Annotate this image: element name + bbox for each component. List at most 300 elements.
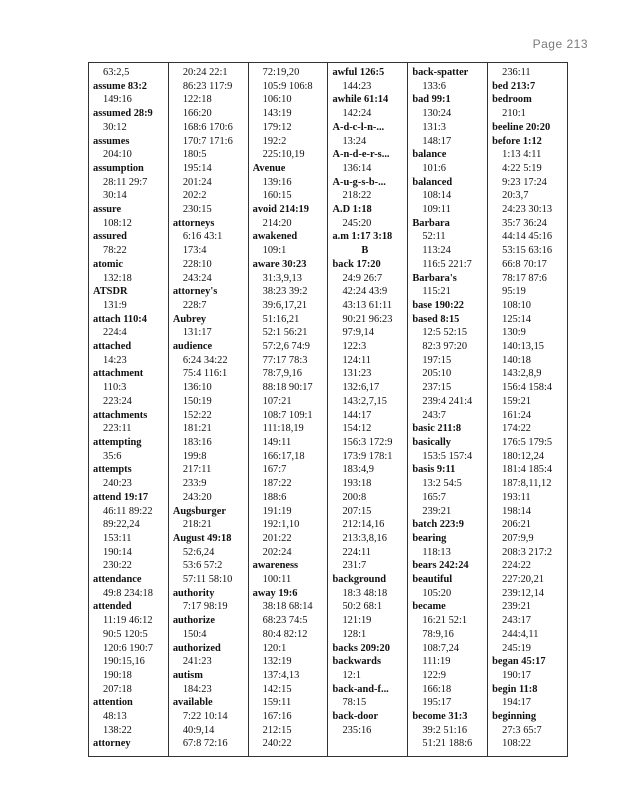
index-entry-pages: 53:6 57:2 bbox=[182, 560, 223, 572]
index-entry-pages: 224:4 bbox=[103, 327, 127, 339]
index-entry-pages: 53:15 63:16 bbox=[502, 245, 553, 257]
index-entry-pages: 181:4 185:4 bbox=[502, 464, 553, 476]
index-entry-pages: 235:16 bbox=[342, 724, 372, 736]
index-entry-term: Barbara's bbox=[412, 272, 457, 284]
index-entry-term: bearing bbox=[412, 532, 447, 544]
index-entry-pages: 136:14 bbox=[342, 162, 372, 174]
index-entry-pages: 131:17 bbox=[182, 327, 212, 339]
index-entry-pages: 230:15 bbox=[182, 204, 212, 216]
index-entry-pages: 89:22,24 bbox=[103, 519, 140, 531]
index-entry-pages: 95:19 bbox=[502, 286, 526, 298]
index-entry-pages: 241:23 bbox=[182, 656, 212, 668]
index-entry-pages: 179:12 bbox=[262, 121, 292, 133]
index-entry-pages: 190:15,16 bbox=[103, 656, 145, 668]
index-entry-pages: 105:9 106:8 bbox=[262, 80, 313, 92]
index-entry-pages: 77:17 78:3 bbox=[262, 354, 308, 366]
index-entry-pages: 14:23 bbox=[103, 354, 127, 366]
index-entry-term: bed 213:7 bbox=[492, 80, 536, 92]
index-entry-pages: 82:3 97:20 bbox=[422, 341, 468, 353]
index-entry-pages: 173:4 bbox=[182, 245, 207, 257]
index-entry-pages: 118:13 bbox=[422, 546, 451, 558]
index-entry-term: awareness bbox=[252, 560, 299, 572]
index-entry-pages: 108:12 bbox=[103, 217, 132, 229]
index-entry-pages: 122:3 bbox=[342, 341, 367, 353]
index-entry-pages: 130:9 bbox=[502, 327, 526, 339]
index-entry-pages: 231:7 bbox=[342, 560, 367, 572]
index-entry-pages: 20:3,7 bbox=[502, 190, 529, 202]
index-entry-term: bad 99:1 bbox=[412, 94, 451, 106]
index-entry-pages: 31:3,9,13 bbox=[262, 272, 302, 284]
index-entry-term: A.D 1:18 bbox=[332, 204, 372, 216]
index-entry-pages: 230:22 bbox=[103, 560, 132, 572]
index-entry-pages: 78:9,16 bbox=[422, 628, 454, 640]
index-entry-pages: 108:7,24 bbox=[422, 642, 459, 654]
index-entry-pages: 66:8 70:17 bbox=[502, 258, 547, 270]
index-entry-pages: 78:22 bbox=[103, 245, 127, 257]
index-entry-pages: 160:15 bbox=[262, 190, 292, 202]
index-entry-term: authorize bbox=[172, 615, 215, 627]
index-entry-pages: 57:11 58:10 bbox=[182, 574, 233, 586]
index-entry-pages: 51:21 188:6 bbox=[422, 738, 473, 750]
index-entry-pages: 86:23 117:9 bbox=[182, 80, 233, 92]
index-entry-term: August 49:18 bbox=[172, 532, 232, 544]
index-entry-pages: 204:10 bbox=[103, 149, 132, 161]
index-entry-pages: 105:20 bbox=[422, 587, 452, 599]
index-entry-pages: 107:21 bbox=[262, 395, 292, 407]
index-entry-pages: 240:23 bbox=[103, 478, 132, 490]
index-entry-pages: 142:24 bbox=[342, 108, 372, 120]
index-entry-pages: 50:2 68:1 bbox=[342, 601, 383, 613]
index-entry-pages: 100:11 bbox=[262, 574, 292, 586]
index-entry-pages: 27:3 65:7 bbox=[502, 724, 542, 736]
index-entry-pages: 137:4,13 bbox=[262, 669, 300, 681]
index-entry-pages: 181:21 bbox=[182, 423, 212, 435]
index-entry-pages: 207:9,9 bbox=[502, 532, 534, 544]
index-entry-pages: 153:5 157:4 bbox=[422, 450, 473, 462]
index-entry-pages: 239:21 bbox=[422, 505, 452, 517]
index-entry-pages: 24:9 26:7 bbox=[342, 272, 383, 284]
index-entry-term: authority bbox=[172, 587, 215, 599]
index-entry-pages: 30:14 bbox=[103, 190, 127, 202]
index-entry-term: attachments bbox=[93, 409, 148, 421]
index-entry-pages: 9:23 17:24 bbox=[502, 176, 547, 188]
index-entry-pages: 183:16 bbox=[182, 436, 212, 448]
index-entry-pages: 214:20 bbox=[262, 217, 292, 229]
index-entry-pages: 193:11 bbox=[502, 491, 531, 503]
section-letter: B bbox=[361, 245, 369, 257]
index-entry-term: based 8:15 bbox=[412, 313, 460, 325]
index-entry-pages: 240:22 bbox=[262, 738, 292, 750]
index-entry-pages: 191:19 bbox=[262, 505, 292, 517]
index-entry-pages: 156:3 172:9 bbox=[342, 436, 393, 448]
index-entry-pages: 1:13 4:11 bbox=[502, 149, 542, 161]
index-entry-pages: 132:18 bbox=[103, 272, 132, 284]
index-entry-pages: 217:11 bbox=[182, 464, 212, 476]
index-entry-pages: 176:5 179:5 bbox=[502, 436, 553, 448]
index-entry-pages: 150:4 bbox=[182, 628, 207, 640]
index-entry-pages: 20:24 22:1 bbox=[182, 67, 228, 78]
index-entry-term: beautiful bbox=[412, 574, 453, 586]
index-entry-pages: 202:24 bbox=[262, 546, 292, 558]
index-entry-pages: 72:19,20 bbox=[262, 67, 300, 78]
index-entry-term: attached bbox=[93, 341, 132, 353]
index-entry-term: A-n-d-e-r-s... bbox=[332, 149, 390, 161]
index-entry-pages: 120:1 bbox=[262, 642, 287, 654]
index-entry-term: Avenue bbox=[252, 162, 286, 174]
index-entry-pages: 187:8,11,12 bbox=[502, 478, 552, 490]
index-entry-pages: 42:24 43:9 bbox=[342, 286, 388, 298]
index-entry-pages: 223:24 bbox=[103, 395, 132, 407]
index-entry-pages: 184:23 bbox=[182, 683, 212, 695]
index-entry-term: ATSDR bbox=[93, 286, 128, 298]
index-entry-pages: 227:20,21 bbox=[502, 574, 544, 586]
index-entry-term: attention bbox=[93, 697, 133, 709]
index-entry-pages: 13:2 54:5 bbox=[422, 478, 462, 490]
index-entry-pages: 6:16 43:1 bbox=[182, 231, 223, 243]
index-entry-pages: 28:11 29:7 bbox=[103, 176, 148, 188]
index-entry-pages: 212:14,16 bbox=[342, 519, 385, 531]
index-column-3 bbox=[248, 63, 328, 756]
index-entry-pages: 138:22 bbox=[103, 724, 132, 736]
index-entry-pages: 174:22 bbox=[502, 423, 532, 435]
index-entry-pages: 152:22 bbox=[182, 409, 212, 421]
index-entry-term: background bbox=[332, 574, 387, 586]
index-entry-term: assumption bbox=[93, 162, 144, 174]
index-entry-pages: 35:6 bbox=[103, 450, 122, 462]
index-entry-term: attach 110:4 bbox=[93, 313, 147, 325]
index-entry-pages: 190:14 bbox=[103, 546, 132, 558]
index-entry-pages: 111:19 bbox=[422, 656, 451, 668]
index-entry-pages: 90:21 96:23 bbox=[342, 313, 393, 325]
index-entry-pages: 111:18,19 bbox=[262, 423, 304, 435]
index-entry-pages: 224:11 bbox=[342, 546, 371, 558]
index-entry-pages: 6:24 34:22 bbox=[182, 354, 228, 366]
index-entry-pages: 156:4 158:4 bbox=[502, 382, 553, 394]
index-entry-term: assured bbox=[93, 231, 127, 243]
index-entry-pages: 143:2,7,15 bbox=[342, 395, 387, 407]
index-entry-pages: 190:17 bbox=[502, 669, 532, 681]
index-entry-pages: 243:17 bbox=[502, 615, 532, 627]
index-entry-pages: 109:11 bbox=[422, 204, 451, 216]
index-entry-term: autism bbox=[172, 669, 203, 681]
index-entry-pages: 239:4 241:4 bbox=[422, 395, 473, 407]
index-column-4 bbox=[327, 63, 407, 756]
index-entry-pages: 78:17 87:6 bbox=[502, 272, 547, 284]
index-entry-pages: 213:3,8,16 bbox=[342, 532, 387, 544]
index-entry-term: balance bbox=[412, 149, 447, 161]
index-entry-pages: 142:15 bbox=[262, 683, 292, 695]
index-entry-term: bedroom bbox=[492, 94, 532, 106]
index-entry-pages: 136:10 bbox=[182, 382, 212, 394]
index-entry-pages: 212:15 bbox=[262, 724, 292, 736]
index-entry-pages: 205:10 bbox=[422, 368, 452, 380]
index-entry-pages: 24:23 30:13 bbox=[502, 204, 553, 216]
index-entry-pages: 192:2 bbox=[262, 135, 287, 147]
index-entry-pages: 124:11 bbox=[342, 354, 371, 366]
index-entry-pages: 43:13 61:11 bbox=[342, 299, 393, 311]
index-entry-term: beginning bbox=[492, 711, 537, 723]
index-entry-pages: 195:17 bbox=[422, 697, 452, 709]
index-entry-pages: 120:6 190:7 bbox=[103, 642, 153, 654]
index-entry-term: back-door bbox=[332, 711, 379, 723]
index-entry-term: begin 11:8 bbox=[492, 683, 538, 695]
index-entry-term: atomic bbox=[93, 258, 124, 270]
index-entry-pages: 154:12 bbox=[342, 423, 372, 435]
index-entry-term: awful 126:5 bbox=[332, 67, 385, 78]
index-entry-pages: 243:7 bbox=[422, 409, 446, 421]
index-entry-pages: 143:19 bbox=[262, 108, 292, 120]
index-entry-pages: 122:9 bbox=[422, 669, 446, 681]
index-entry-pages: 40:9,14 bbox=[182, 724, 215, 736]
index-entry-term: aware 30:23 bbox=[252, 258, 307, 270]
index-entry-pages: 122:18 bbox=[182, 94, 212, 106]
index-entry-pages: 48:13 bbox=[103, 711, 127, 723]
index-entry-term: back 17:20 bbox=[332, 258, 381, 270]
index-entry-pages: 149:16 bbox=[103, 94, 132, 106]
index-entry-pages: 239:21 bbox=[502, 601, 532, 613]
index-entry-pages: 52:6,24 bbox=[182, 546, 215, 558]
index-entry-term: Barbara bbox=[412, 217, 450, 229]
index-entry-pages: 161:24 bbox=[502, 409, 532, 421]
index-entry-pages: 166:20 bbox=[182, 108, 212, 120]
index-entry-pages: 108:14 bbox=[422, 190, 452, 202]
index-entry-pages: 228:10 bbox=[182, 258, 212, 270]
index-entry-pages: 218:21 bbox=[182, 519, 212, 531]
index-entry-pages: 199:8 bbox=[182, 450, 207, 462]
index-entry-pages: 46:11 89:22 bbox=[103, 505, 153, 517]
index-entry-pages: 52:1 56:21 bbox=[262, 327, 308, 339]
index-entry-pages: 139:16 bbox=[262, 176, 292, 188]
index-entry-term: attorneys bbox=[172, 217, 215, 229]
index-entry-term: A-u-g-s-b-... bbox=[332, 176, 386, 188]
index-entry-pages: 39:6,17,21 bbox=[262, 299, 308, 311]
index-entry-pages: 38:23 39:2 bbox=[262, 286, 308, 298]
index-entry-term: balanced bbox=[412, 176, 453, 188]
index-entry-term: began 45:17 bbox=[492, 656, 546, 668]
index-entry-pages: 68:23 74:5 bbox=[262, 615, 308, 627]
index-entry-pages: 75:4 116:1 bbox=[182, 368, 228, 380]
index-entry-pages: 116:5 221:7 bbox=[422, 258, 472, 270]
index-entry-pages: 128:1 bbox=[342, 628, 367, 640]
index-entry-pages: 12:1 bbox=[342, 669, 361, 681]
index-column-5 bbox=[407, 63, 487, 756]
index-entry-pages: 12:5 52:15 bbox=[422, 327, 468, 339]
index-entry-pages: 7:17 98:19 bbox=[182, 601, 228, 613]
index-entry-pages: 236:11 bbox=[502, 67, 531, 78]
index-entry-pages: 52:11 bbox=[422, 231, 446, 243]
index-entry-pages: 63:2,5 bbox=[103, 67, 130, 78]
index-entry-term: A-d-c-l-n-... bbox=[332, 121, 385, 133]
index-entry-pages: 44:14 45:16 bbox=[502, 231, 553, 243]
index-entry-pages: 188:6 bbox=[262, 491, 287, 503]
index-entry-pages: 97:9,14 bbox=[342, 327, 374, 339]
index-entry-pages: 101:6 bbox=[422, 162, 446, 174]
index-entry-pages: 218:22 bbox=[342, 190, 372, 202]
index-entry-pages: 49:8 234:18 bbox=[103, 587, 153, 599]
index-entry-pages: 167:7 bbox=[262, 464, 287, 476]
index-column-1 bbox=[89, 63, 168, 756]
index-entry-pages: 108:7 109:1 bbox=[262, 409, 313, 421]
index-entry-pages: 148:17 bbox=[422, 135, 452, 147]
index-entry-pages: 245:19 bbox=[502, 642, 532, 654]
index-entry-term: basic 211:8 bbox=[412, 423, 462, 435]
index-entry-term: attorney bbox=[93, 738, 131, 750]
index-entry-pages: 88:18 90:17 bbox=[262, 382, 313, 394]
index-entry-pages: 173:9 178:1 bbox=[342, 450, 393, 462]
index-entry-term: Aubrey bbox=[172, 313, 207, 325]
index-entry-pages: 193:18 bbox=[342, 478, 372, 490]
index-entry-term: attempting bbox=[93, 436, 142, 448]
index-entry-pages: 110:3 bbox=[103, 382, 127, 394]
index-entry-pages: 143:2,8,9 bbox=[502, 368, 542, 380]
index-entry-term: awhile 61:14 bbox=[332, 94, 389, 106]
index-entry-pages: 206:21 bbox=[502, 519, 532, 531]
index-entry-pages: 13:24 bbox=[342, 135, 367, 147]
index-entry-pages: 113:24 bbox=[422, 245, 451, 257]
index-entry-pages: 115:21 bbox=[422, 286, 451, 298]
index-entry-pages: 233:9 bbox=[182, 478, 207, 490]
index-entry-pages: 190:18 bbox=[103, 669, 132, 681]
index-entry-pages: 166:18 bbox=[422, 683, 452, 695]
index-column-6 bbox=[487, 63, 567, 756]
index-entry-pages: 38:18 68:14 bbox=[262, 601, 313, 613]
index-entry-pages: 131:3 bbox=[422, 121, 446, 133]
index-entry-pages: 202:2 bbox=[182, 190, 207, 202]
index-entry-pages: 39:2 51:16 bbox=[422, 724, 468, 736]
index-entry-pages: 187:22 bbox=[262, 478, 292, 490]
index-entry-pages: 153:11 bbox=[103, 532, 132, 544]
index-entry-term: become 31:3 bbox=[412, 711, 468, 723]
index-entry-pages: 198:14 bbox=[502, 505, 532, 517]
index-entry-term: back-and-f... bbox=[332, 683, 389, 695]
index-entry-term: became bbox=[412, 601, 446, 613]
index-entry-pages: 57:2,6 74:9 bbox=[262, 341, 310, 353]
index-entry-pages: 239:12,14 bbox=[502, 587, 544, 599]
index-entry-pages: 195:14 bbox=[182, 162, 212, 174]
index-entry-term: attempts bbox=[93, 464, 132, 476]
index-entry-term: Augsburger bbox=[172, 505, 226, 517]
index-entry-pages: 51:16,21 bbox=[262, 313, 300, 325]
index-entry-term: attendance bbox=[93, 574, 142, 586]
index-entry-term: assure bbox=[93, 204, 122, 216]
index-entry-pages: 170:7 171:6 bbox=[182, 135, 233, 147]
index-entry-pages: 30:12 bbox=[103, 121, 127, 133]
index-table bbox=[88, 62, 568, 757]
index-entry-term: base 190:22 bbox=[412, 299, 464, 311]
index-entry-pages: 207:18 bbox=[103, 683, 132, 695]
index-entry-term: backwards bbox=[332, 656, 381, 668]
index-entry-pages: 244:4,11 bbox=[502, 628, 539, 640]
index-entry-pages: 200:8 bbox=[342, 491, 367, 503]
index-entry-term: a.m 1:17 3:18 bbox=[332, 231, 393, 243]
index-entry-pages: 67:8 72:16 bbox=[182, 738, 228, 750]
index-entry-pages: 4:22 5:19 bbox=[502, 162, 542, 174]
index-entry-pages: 35:7 36:24 bbox=[502, 217, 547, 229]
index-entry-term: assumed 28:9 bbox=[93, 108, 153, 120]
index-entry-term: attorney's bbox=[172, 286, 218, 298]
index-entry-term: before 1:12 bbox=[492, 135, 542, 147]
index-entry-pages: 210:1 bbox=[502, 108, 526, 120]
index-entry-pages: 245:20 bbox=[342, 217, 372, 229]
index-entry-term: basis 9:11 bbox=[412, 464, 456, 476]
index-entry-pages: 7:22 10:14 bbox=[182, 711, 228, 723]
index-entry-pages: 131:23 bbox=[342, 368, 372, 380]
index-entry-pages: 180:12,24 bbox=[502, 450, 544, 462]
index-entry-pages: 149:11 bbox=[262, 436, 292, 448]
index-entry-term: away 19:6 bbox=[252, 587, 298, 599]
index-entry-pages: 183:4,9 bbox=[342, 464, 374, 476]
index-entry-pages: 121:19 bbox=[342, 615, 372, 627]
index-entry-pages: 108:22 bbox=[502, 738, 532, 750]
index-entry-term: attachment bbox=[93, 368, 144, 380]
index-entry-pages: 109:1 bbox=[262, 245, 287, 257]
index-entry-pages: 108:10 bbox=[502, 299, 532, 311]
index-entry-pages: 159:11 bbox=[262, 697, 292, 709]
index-entry-pages: 243:20 bbox=[182, 491, 212, 503]
index-entry-pages: 90:5 120:5 bbox=[103, 628, 148, 640]
index-entry-term: bears 242:24 bbox=[412, 560, 469, 572]
index-entry-pages: 130:24 bbox=[422, 108, 452, 120]
index-entry-pages: 180:5 bbox=[182, 149, 207, 161]
index-entry-pages: 132:19 bbox=[262, 656, 292, 668]
index-entry-pages: 228:7 bbox=[182, 299, 207, 311]
index-entry-pages: 150:19 bbox=[182, 395, 212, 407]
index-entry-pages: 106:10 bbox=[262, 94, 292, 106]
index-entry-pages: 165:7 bbox=[422, 491, 446, 503]
index-entry-pages: 243:24 bbox=[182, 272, 212, 284]
index-entry-pages: 192:1,10 bbox=[262, 519, 300, 531]
index-entry-pages: 237:15 bbox=[422, 382, 452, 394]
index-entry-pages: 140:13,15 bbox=[502, 341, 544, 353]
index-entry-pages: 78:15 bbox=[342, 697, 367, 709]
index-entry-term: assume 83:2 bbox=[93, 80, 147, 92]
index-entry-pages: 166:17,18 bbox=[262, 450, 305, 462]
index-entry-pages: 16:21 52:1 bbox=[422, 615, 468, 627]
page-number: Page 213 bbox=[532, 37, 588, 51]
index-entry-pages: 201:24 bbox=[182, 176, 212, 188]
index-entry-pages: 225:10,19 bbox=[262, 149, 305, 161]
index-entry-pages: 131:9 bbox=[103, 299, 127, 311]
index-entry-pages: 125:14 bbox=[502, 313, 532, 325]
index-entry-term: audience bbox=[172, 341, 213, 353]
index-entry-pages: 140:18 bbox=[502, 354, 532, 366]
index-entry-pages: 207:15 bbox=[342, 505, 372, 517]
index-entry-pages: 194:17 bbox=[502, 697, 532, 709]
index-entry-term: backs 209:20 bbox=[332, 642, 390, 654]
index-entry-pages: 223:11 bbox=[103, 423, 132, 435]
index-entry-pages: 197:15 bbox=[422, 354, 452, 366]
index-entry-pages: 208:3 217:2 bbox=[502, 546, 553, 558]
index-entry-pages: 80:4 82:12 bbox=[262, 628, 308, 640]
index-entry-term: attend 19:17 bbox=[93, 491, 149, 503]
index-entry-term: batch 223:9 bbox=[412, 519, 464, 531]
index-entry-pages: 224:22 bbox=[502, 560, 532, 572]
index-entry-term: back-spatter bbox=[412, 67, 469, 78]
index-entry-term: attended bbox=[93, 601, 132, 613]
index-entry-term: available bbox=[172, 697, 213, 709]
index-entry-pages: 132:6,17 bbox=[342, 382, 380, 394]
index-entry-pages: 18:3 48:18 bbox=[342, 587, 388, 599]
index-entry-term: assumes bbox=[93, 135, 130, 147]
index-entry-term: avoid 214:19 bbox=[252, 204, 309, 216]
index-entry-pages: 201:22 bbox=[262, 532, 292, 544]
index-entry-pages: 11:19 46:12 bbox=[103, 615, 153, 627]
index-entry-pages: 168:6 170:6 bbox=[182, 121, 233, 133]
index-entry-term: authorized bbox=[172, 642, 221, 654]
index-entry-pages: 144:17 bbox=[342, 409, 372, 421]
index-entry-pages: 144:23 bbox=[342, 80, 372, 92]
index-entry-pages: 167:16 bbox=[262, 711, 292, 723]
